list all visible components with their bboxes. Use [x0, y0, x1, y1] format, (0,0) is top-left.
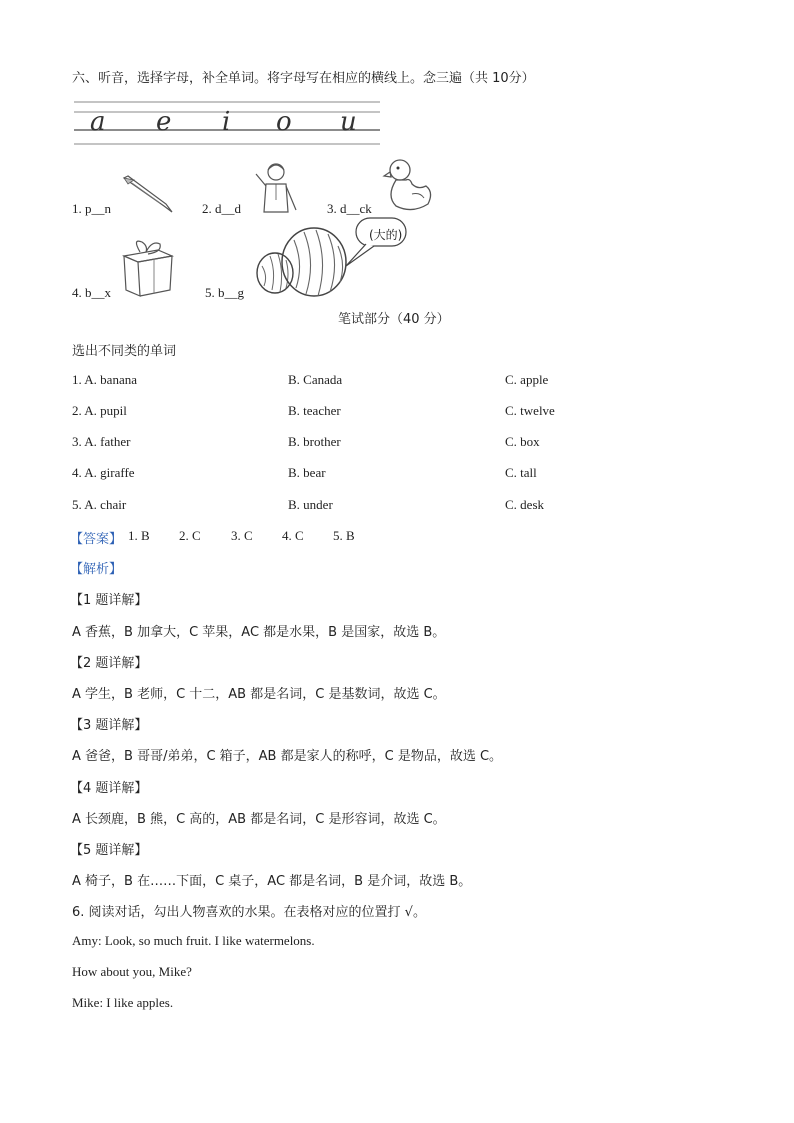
dad-image [252, 160, 300, 215]
letter-writing-lines [72, 98, 382, 148]
q4-option-a: 4. A. giraffe [72, 465, 135, 480]
detail-2-text: A 学生，B 老师，C 十二，AB 都是名词，C 是基数词，故选 C。 [72, 687, 446, 702]
detail-4-heading: 【4 题详解】 [70, 781, 148, 796]
answer-5: 5. B [333, 528, 355, 543]
q3-option-a: 3. A. father [72, 434, 131, 449]
q1-option-b: B. Canada [288, 372, 343, 387]
letter-i: i [222, 107, 231, 137]
section-title: 六、听音，选择字母，补全单词。将字母写在相应的横线上。念三遍（共 10分） [72, 71, 535, 86]
item-pen: 1. p__n [72, 201, 111, 216]
item-duck: 3. d__ck [327, 201, 372, 216]
q2-option-c: C. twelve [505, 403, 555, 418]
q2-option-b: B. teacher [288, 403, 341, 418]
gift-box-image [118, 234, 178, 298]
q4-option-c: C. tall [505, 465, 537, 480]
q6-line-1: Amy: Look, so much fruit. I like watermelons. [72, 933, 315, 948]
detail-3-heading: 【3 题详解】 [70, 718, 148, 733]
analysis-label: 【解析】 [70, 562, 123, 577]
pen-image [120, 174, 176, 214]
q4-option-b: B. bear [288, 465, 326, 480]
duck-image [382, 156, 434, 214]
letter-e: e [156, 107, 172, 137]
letter-o: o [276, 107, 292, 137]
detail-2-heading: 【2 题详解】 [70, 656, 148, 671]
detail-1-text: A 香蕉，B 加拿大，C 苹果，AC 都是水果，B 是国家，故选 B。 [72, 625, 446, 640]
q5-option-a: 5. A. chair [72, 497, 127, 512]
q6-title: 6. 阅读对话，勾出人物喜欢的水果。在表格对应的位置打 √。 [72, 905, 426, 920]
q3-option-b: B. brother [288, 434, 341, 449]
detail-1-heading: 【1 题详解】 [70, 593, 148, 608]
detail-4-text: A 长颈鹿，B 熊，C 高的，AB 都是名词，C 是形容词，故选 C。 [72, 812, 446, 827]
detail-3-text: A 爸爸，B 哥哥/弟弟，C 箱子，AB 都是家人的称呼，C 是物品，故选 C。 [72, 749, 503, 764]
answer-2: 2. C [179, 528, 201, 543]
answer-1: 1. B [128, 528, 150, 543]
answer-4: 4. C [282, 528, 304, 543]
detail-5-text: A 椅子，B 在……下面，C 桌子，AC 都是名词，B 是介词，故选 B。 [72, 874, 472, 889]
item-big: 5. b__g [205, 285, 244, 300]
speech-bubble-text: (大的) [369, 228, 403, 242]
q1-option-a: 1. A. banana [72, 372, 137, 387]
detail-5-heading: 【5 题详解】 [70, 843, 148, 858]
letter-u: u [340, 107, 357, 137]
q5-option-b: B. under [288, 497, 333, 512]
choose-title: 选出不同类的单词 [72, 344, 177, 359]
answer-3: 3. C [231, 528, 253, 543]
q2-option-a: 2. A. pupil [72, 403, 127, 418]
answer-label: 【答案】 [70, 532, 123, 547]
watermelons-image [254, 224, 350, 298]
q6-line-3: Mike: I like apples. [72, 995, 174, 1010]
q1-option-c: C. apple [505, 372, 549, 387]
q6-line-2: How about you, Mike? [72, 964, 192, 979]
item-dad: 2. d__d [202, 201, 241, 216]
written-part-heading: 笔试部分（40 分） [338, 312, 450, 327]
q3-option-c: C. box [505, 434, 540, 449]
letter-a: a [90, 107, 106, 137]
q5-option-c: C. desk [505, 497, 544, 512]
item-box: 4. b__x [72, 285, 111, 300]
